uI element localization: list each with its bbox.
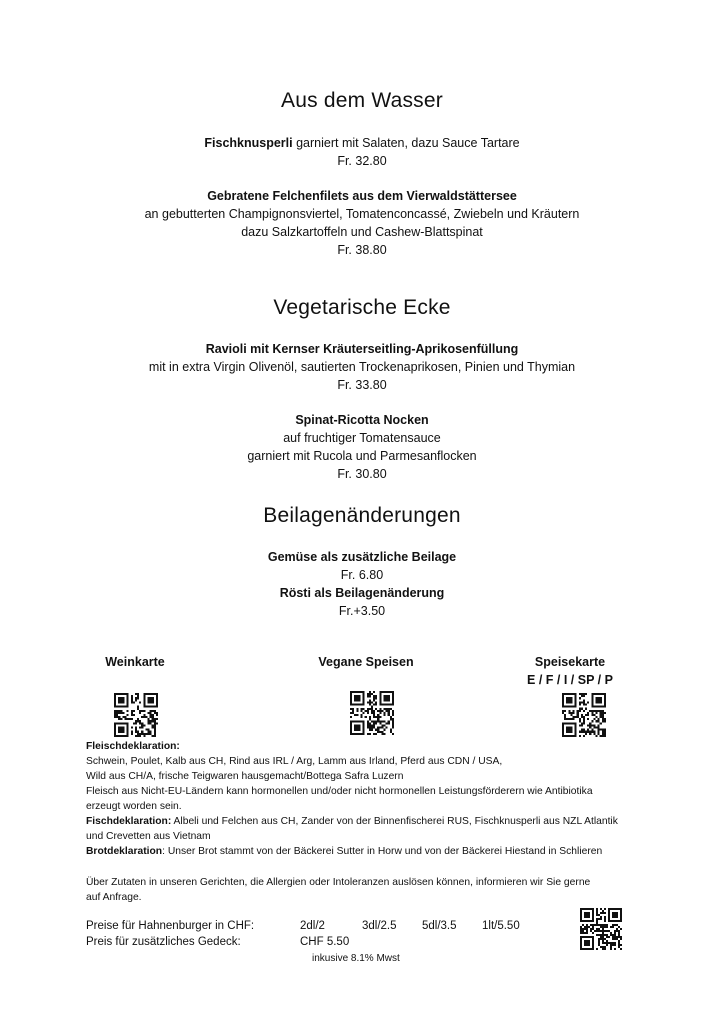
wine-list-qr-code[interactable] [114,693,158,737]
dish-price: Fr. 30.80 [337,467,387,481]
meat-declaration-line: Fleisch aus Nicht-EU-Ländern kann hormonellen und/oder nicht hormonellen Leistungsförderern wie Antibiotika [86,786,593,797]
dish-description: garniert mit Rucola und Parmesanflocken [247,449,477,463]
section-title-water: Aus dem Wasser [281,89,443,112]
dish-name: Fischknusperli [204,136,293,150]
bread-declaration-text: : Unser Brot stammt von der Bäckerei Sutter in Horw und von der Bäckerei Hiestand in Schlieren [162,846,603,857]
dish-description: garniert mit Salaten, dazu Sauce Tartare [292,136,520,150]
meat-declaration-line: erzeugt worden sein. [86,801,182,812]
vegan-menu-label: Vegane Speisen [318,655,414,669]
wine-list-label: Weinkarte [105,655,165,669]
allergy-note-line: Über Zutaten in unseren Gerichten, die Allergien oder Intoleranzen auslösen können, informieren wir Sie gerne [86,877,591,888]
vegan-menu-qr-code[interactable] [350,691,394,735]
fish-declaration-line: und Crevetten aus Vietnam [86,831,211,842]
cover-price: CHF 5.50 [300,936,350,948]
payment-qr-code[interactable] [580,908,622,950]
allergy-note-line: auf Anfrage. [86,892,142,903]
burger-size-price: 1lt/5.50 [482,920,520,932]
vat-note: inkusive 8.1% Mwst [312,953,400,964]
meat-declaration-line: Wild aus CH/A, frische Teigwaren hausgemacht/Bottega Safra Luzern [86,771,404,782]
dish-name: Ravioli mit Kernser Kräuterseitling-Aprikosenfüllung [205,342,519,356]
burger-size-price: 3dl/2.5 [362,920,397,932]
bread-declaration [86,845,602,860]
menu-label: Speisekarte [534,655,606,669]
fish-declaration-label: Fischdeklaration: [86,816,172,827]
side-name: Rösti als Beilagenänderung [279,586,445,600]
meat-declaration-line: Schwein, Poulet, Kalb aus CH, Rind aus IRL / Arg, Lamm aus Irland, Pferd aus CDN / USA, [86,756,503,767]
menu-languages: E / F / I / SP / P [527,673,613,687]
dish-description: an gebutterten Champignonsviertel, Tomatenconcassé, Zwiebeln und Kräutern [144,207,580,221]
section-title-veg: Vegetarische Ecke [273,296,451,319]
burger-price-label: Preise für Hahnenburger in CHF: [86,920,255,932]
burger-size-price: 2dl/2 [300,920,325,932]
dish-description: dazu Salzkartoffeln und Cashew-Blattspinat [241,225,483,239]
dish-description: auf fruchtiger Tomatensauce [283,431,441,445]
side-price: Fr. 6.80 [340,568,384,582]
dish-name: Spinat-Ricotta Nocken [295,413,429,427]
dish-description: mit in extra Virgin Olivenöl, sautierten Trockenaprikosen, Pinien und Thymian [148,360,576,374]
dish-fischknusperli-line [0,134,724,152]
side-name: Gemüse als zusätzliche Beilage [267,550,457,564]
cover-price-label: Preis für zusätzliches Gedeck: [86,936,241,948]
burger-size-price: 5dl/3.5 [422,920,457,932]
dish-price: Fr. 33.80 [337,378,387,392]
section-title-sides: Beilagenänderungen [263,504,461,527]
dish-price: Fr. 38.80 [337,243,387,257]
fish-declaration [86,815,618,830]
dish-price: Fr. 32.80 [337,154,387,168]
bread-declaration-label: Brotdeklaration [86,846,163,857]
menu-qr-code[interactable] [562,693,606,737]
meat-declaration-label: Fleischdeklaration: [86,741,180,752]
fish-declaration-text: Albeli und Felchen aus CH, Zander von der Binnenfischerei RUS, Fischknusperli aus NZL Atlantik [171,816,618,827]
side-price: Fr.+3.50 [338,604,386,618]
dish-name: Gebratene Felchenfilets aus dem Vierwaldstättersee [207,189,517,203]
